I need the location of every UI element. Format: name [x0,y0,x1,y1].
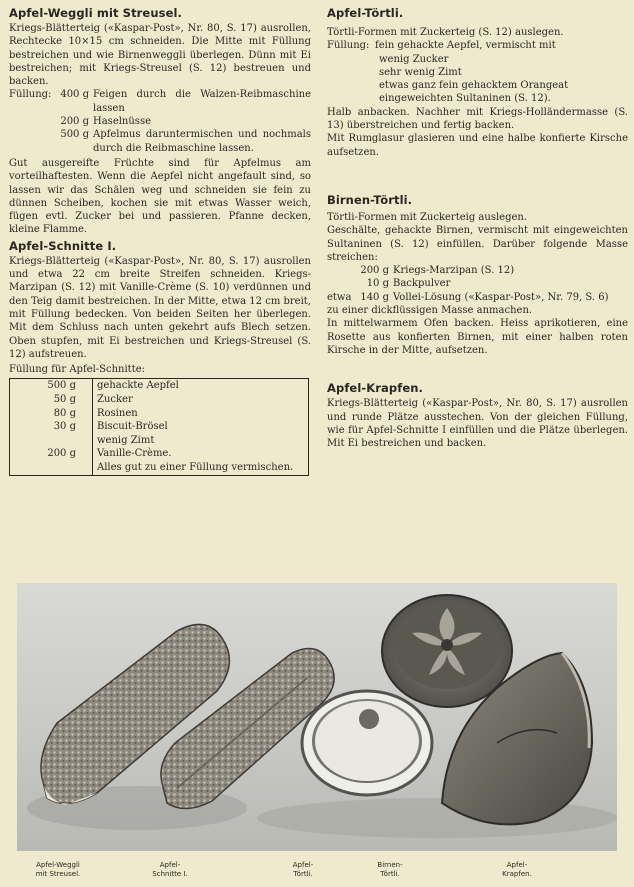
list-item [327,291,628,304]
recipe-title-krapfen: Apfel-Krapfen. [327,381,423,396]
toertli-line1: Törtli-Formen mit Zuckerteig (S. 12) auslegen. [327,27,564,38]
table-cell-quantity: 500 g [10,379,93,393]
table-row [10,407,309,421]
filling-label: Füllung: [9,89,52,101]
table-row [10,447,309,461]
weggli-filling-row-3 [9,128,311,155]
filling-line: sehr wenig Zimt [379,66,462,78]
table-row [10,420,309,434]
table-cell-quantity [10,461,93,475]
birnen-after: zu einer dickflüssigen Masse anmachen. [327,305,533,317]
item-amount: 10 g [366,278,389,290]
filling-text: fein gehackte Aepfel, vermischt mit [375,40,556,52]
filling-text: Feigen durch die Walzen-Reibmaschine lassen [93,89,311,114]
toertli-filling-row [327,39,628,52]
recipe-title-apfel-toertli: Apfel-Törtli. [327,6,404,20]
krapfen-text: Kriegs-Blätterteig («Kaspar-Post», Nr. 80, S. 17) ausrollen und runde Plätze ausstechen. Von der gleichen Füllung, wie für Apfel-Schnitte I einfüllen und die Plätze überlegen. Mit Ei bestreichen und backen. [327,398,628,450]
table-cell-ingredient: wenig Zimt [97,434,155,446]
pastry-illustration [17,583,617,851]
table-row [10,393,309,407]
table-cell-quantity: 30 g [10,420,93,434]
schnitte-filling-table [9,378,309,475]
caption-schnitte: Apfel- Schnitte I. [152,861,188,878]
birnen-mass-list [327,264,628,304]
item-text: Kriegs-Marzipan (S. 12) [393,265,515,277]
item-text: Vollei-Lösung («Kaspar-Post», Nr. 79, S. 6) [393,291,609,303]
table-cell-ingredient: Rosinen [97,407,138,419]
recipe-title-weggli: Apfel-Weggli mit Streusel. [9,6,182,20]
pastry-photo [17,583,617,851]
filling-line: eingeweichten Sultaninen (S. 12). [379,93,551,105]
weggli-instructions: Kriegs-Blätterteig («Kaspar-Post», Nr. 80, S. 17) ausrollen, Rechtecke 10×15 cm schneiden. Die Mitte mit Füllung bestreichen und wie Birnenweggli überlegen. Dünn mit Ei bestreichen; mit Kriegs-Streusel (S. 12) bestreuen und backen. [9,23,311,88]
caption-apfel-toertli: Apfel- Törtli. [292,861,314,878]
filling-amount: 400 g [60,89,89,101]
table-cell-ingredient: gehackte Aepfel [97,380,179,392]
weggli-filling-row-1 [9,88,311,115]
item-text: Backpulver [393,278,451,290]
list-item [327,264,628,277]
item-amount: 200 g [360,265,389,277]
toertli-after2: Mit Rumglasur glasieren und eine halbe konfierte Kirsche aufsetzen. [327,133,628,158]
caption-krapfen: Apfel- Krapfen. [502,861,532,878]
table-row [10,434,309,448]
filling-amount: 200 g [60,116,89,128]
recipe-title-schnitte: Apfel-Schnitte I. [9,238,117,253]
table-cell-ingredient: Alles gut zu einer Füllung vermischen. [97,461,294,473]
recipe-title-birnen-toertli: Birnen-Törtli. [327,192,413,207]
filling-amount: 500 g [60,129,89,141]
birnen-toertli-pastry [382,595,512,707]
filling-text: Apfelmus daruntermischen und nochmals durch die Reibmaschine lassen. [93,129,311,154]
photo-captions [0,861,634,887]
birnen-text: Geschälte, gehackte Birnen, vermischt mit eingeweichten Sultaninen (S. 12) einfüllen. Darüber folgende Masse streichen: [327,225,628,263]
list-item [327,277,628,290]
filling-label: Füllung: [327,40,370,52]
item-amount: 140 g [360,291,389,303]
birnen-after2: In mittelwarmem Ofen backen. Heiss aprikotieren, eine Rosette aus konfierten Birnen, mit einer halben roten Kirsche in der Mitte, aufsetzen. [327,318,628,356]
table-row [10,461,309,475]
weggli-filling-row-2 [9,115,311,128]
item-prefix: etwa [327,291,352,303]
table-cell-quantity: 80 g [10,407,93,421]
filling-line: wenig Zucker [379,53,449,65]
table-cell-quantity: 50 g [10,393,93,407]
table-cell-quantity [10,434,93,448]
table-cell-ingredient: Zucker [97,394,133,406]
toertli-after: Halb anbacken. Nachher mit Kriegs-Holländermasse (S. 13) überstreichen und fertig backen. [327,106,628,132]
caption-weggli: Apfel-Weggli mit Streusel. [35,861,81,878]
caption-birnen-toertli: Birnen- Törtli. [377,861,403,878]
birnen-line1: Törtli-Formen mit Zuckerteig auslegen. [327,211,528,223]
schnitte-table-title: Füllung für Apfel-Schnitte: [9,364,146,376]
filling-line: etwas ganz fein gehacktem Orangeat [379,80,569,92]
table-cell-ingredient: Biscuit-Brösel [97,421,168,433]
table-cell-quantity: 200 g [10,447,93,461]
table-row [10,379,309,393]
apfel-toertli-pastry [302,691,432,795]
right-column [327,6,628,450]
table-cell-ingredient: Vanille-Crème. [97,448,172,460]
left-column [9,6,311,476]
filling-text: Haselnüsse [93,116,151,128]
weggli-note: Gut ausgereifte Früchte sind für Apfelmus am vorteilhaftesten. Wenn die Aepfel nicht angefault sind, so lassen wir das Schälen weg und schneiden sie fein zu dünnen Scheiben, kochen sie mit etwas Wasser weich, fügen evtl. Zucker bei und passieren. Pfanne decken, kleine Flamme. [9,157,311,236]
schnitte-instructions: Kriegs-Blätterteig («Kaspar-Post», Nr. 80, S. 17) ausrollen und etwa 22 cm breite Streifen schneiden. Kriegs-Marzipan (S. 12) mit Vanille-Crème (S. 10) verdünnen und den Teig damit bestreichen. In der Mitte, etwa 12 cm breit, mit Füllung bedecken. Von beiden Seiten her überlegen. Mit dem Schluss nach unten gekehrt aufs Blech setzen. Oben stupfen, mit Ei bestreichen und Kriegs-Streusel (S. 12) aufstreuen. [9,255,311,360]
